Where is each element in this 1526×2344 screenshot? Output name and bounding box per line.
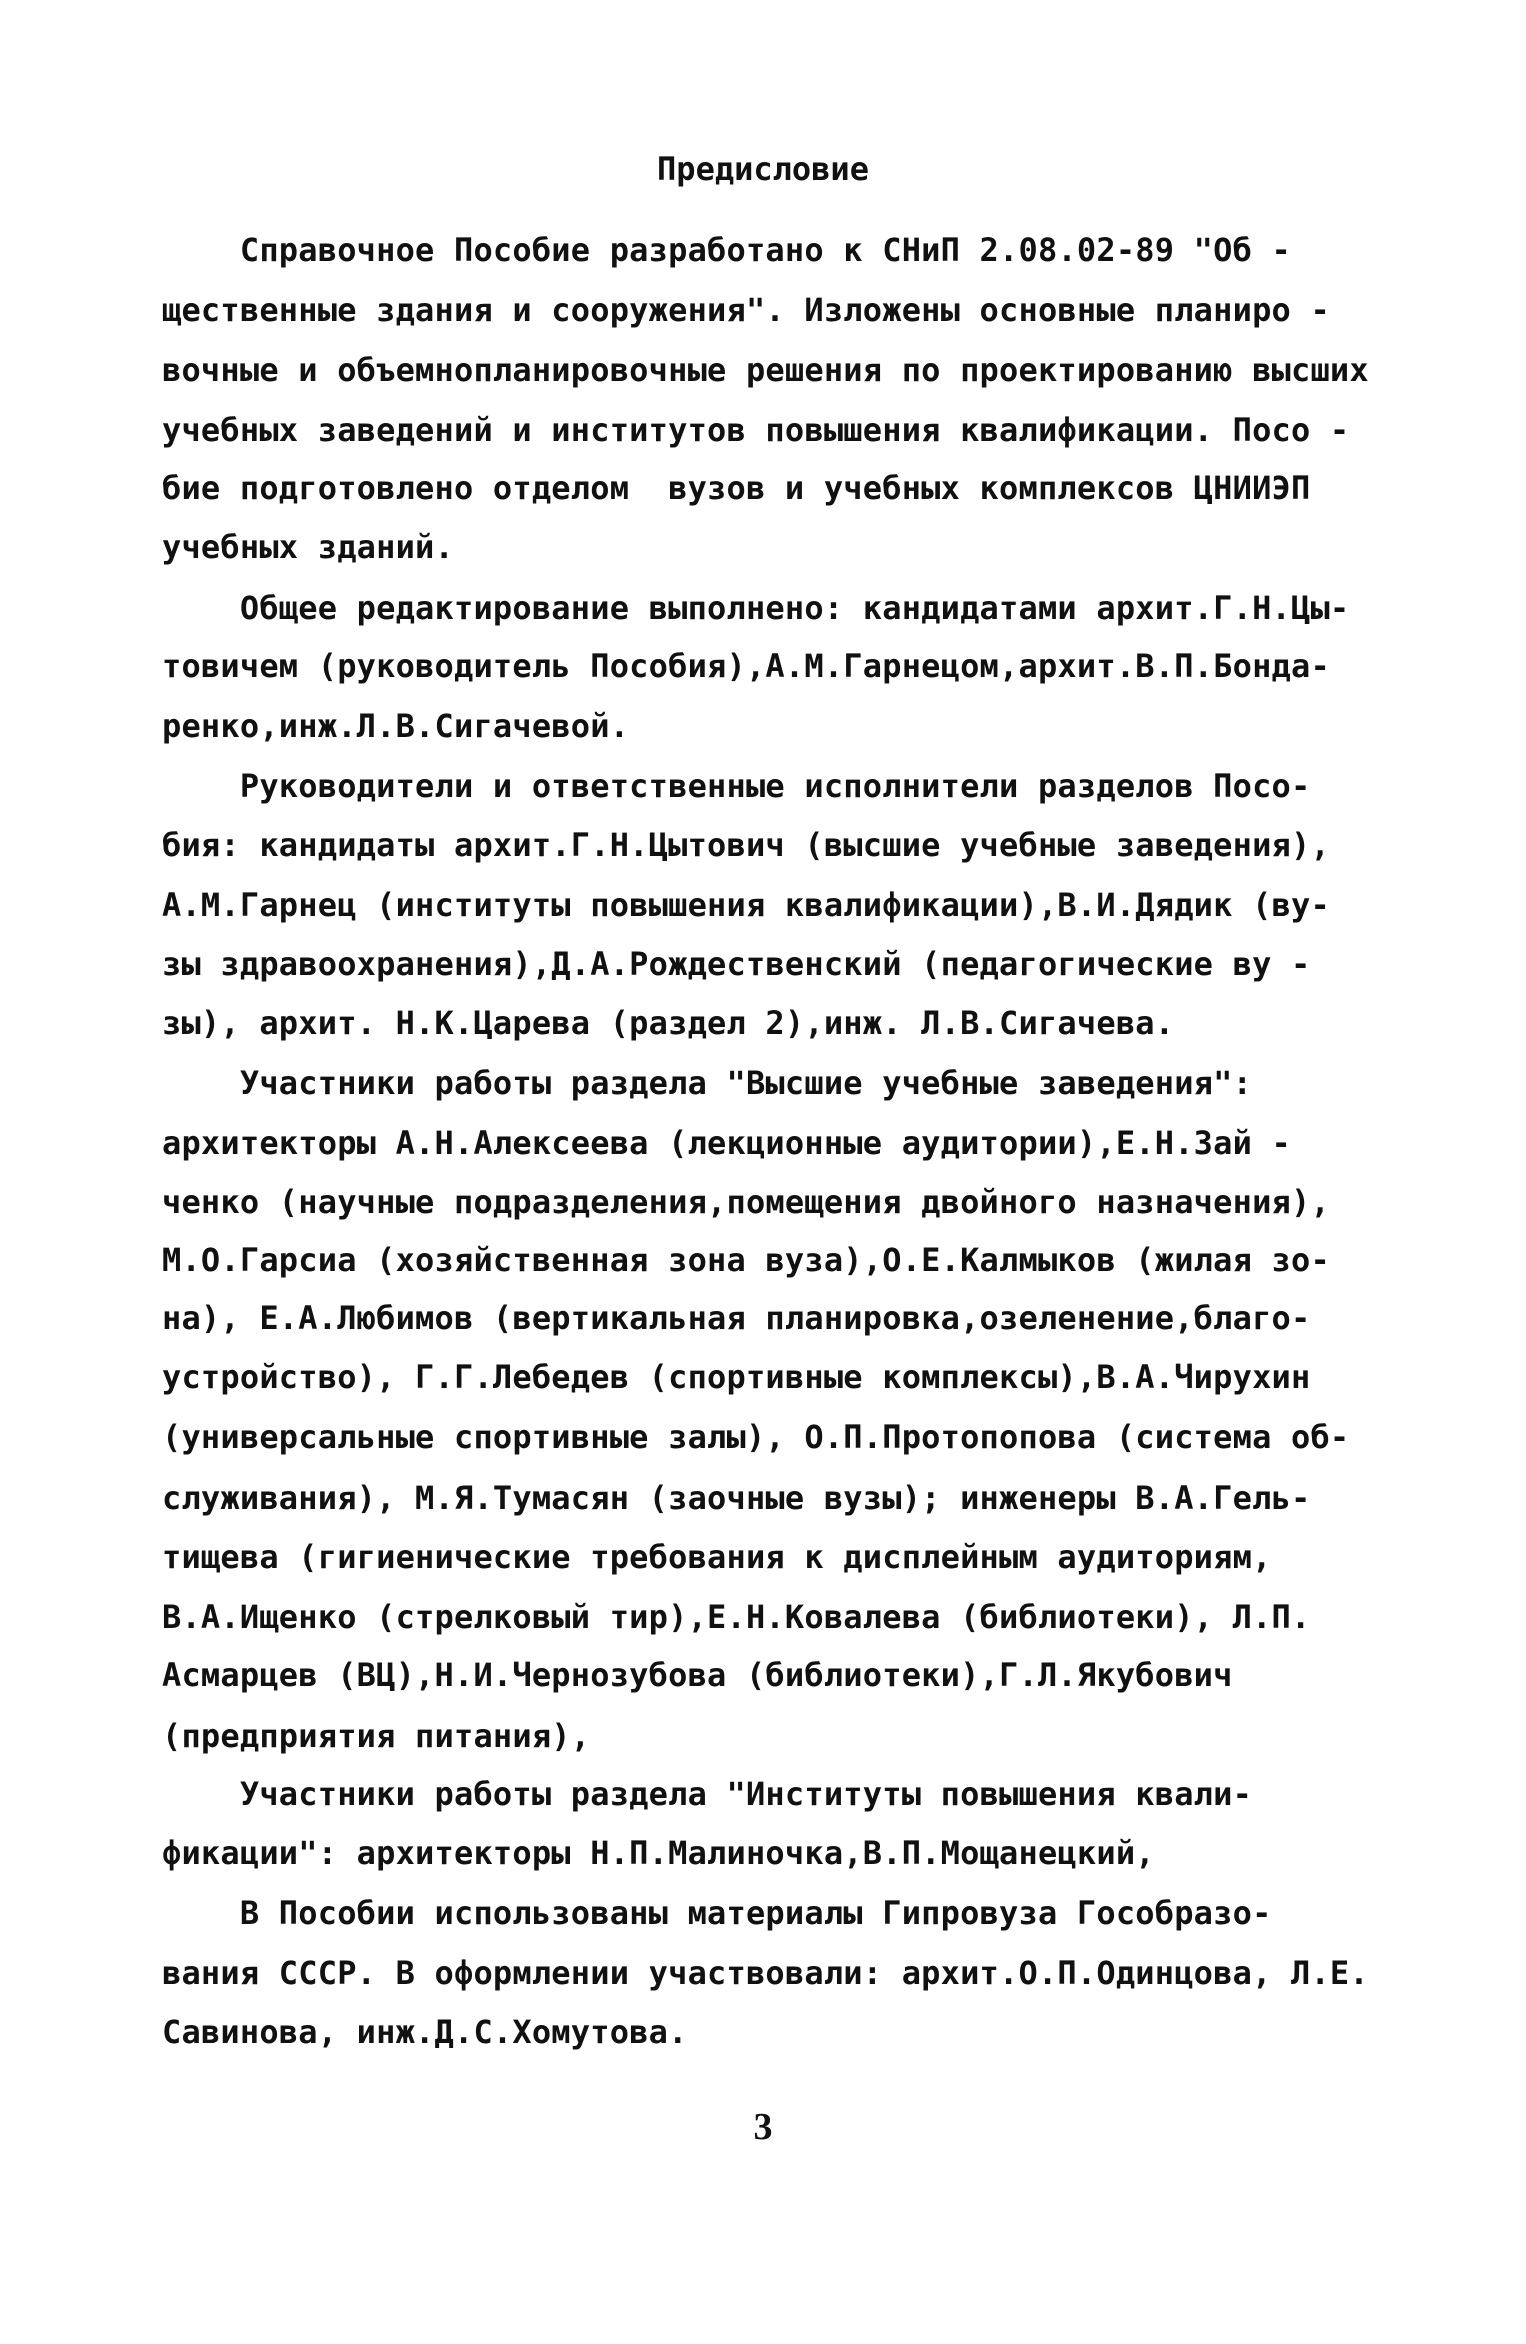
- text-line: Справочное Пособие разработано к СНиП 2.08.02-89 "Об -: [162, 231, 1292, 269]
- text-line: (универсальные спортивные залы), О.П.Протопопова (система об-: [162, 1418, 1350, 1456]
- text-line: учебных зданий.: [162, 528, 454, 566]
- text-line: Участники работы раздела "Высшие учебные заведения":: [162, 1064, 1253, 1102]
- text-line: архитекторы А.Н.Алексеева (лекционные аудитории),Е.Н.Зай -: [162, 1124, 1292, 1162]
- text-line: М.О.Гарсиа (хозяйственная зона вуза),О.Е.Калмыков (жилая зо-: [162, 1241, 1330, 1279]
- text-line: Участники работы раздела "Институты повышения квали-: [162, 1775, 1253, 1813]
- text-line: вочные и объемнопланировочные решения по проектированию высших: [162, 351, 1369, 389]
- text-line: служивания), М.Я.Тумасян (заочные вузы); инженеры В.А.Гель-: [162, 1479, 1311, 1517]
- text-line: Савинова, инж.Д.С.Хомутова.: [162, 2013, 688, 2051]
- page-title: Предисловие: [657, 150, 869, 188]
- text-line: ченко (научные подразделения,помещения двойного назначения),: [162, 1183, 1330, 1221]
- text-line: тищева (гигиенические требования к дисплейным аудиториям,: [162, 1538, 1272, 1576]
- text-line: Асмарцев (ВЦ),Н.И.Чернозубова (библиотеки),Г.Л.Якубович: [162, 1656, 1233, 1694]
- text-line: учебных заведений и институтов повышения квалификации. Посо -: [162, 411, 1350, 449]
- text-line: А.М.Гарнец (институты повышения квалификации),В.И.Дядик (ву-: [162, 886, 1330, 924]
- text-line: устройство), Г.Г.Лебедев (спортивные комплексы),В.А.Чирухин: [162, 1358, 1311, 1396]
- text-line: товичем (руководитель Пособия),А.М.Гарнецом,архит.В.П.Бонда-: [162, 647, 1330, 685]
- text-line: Руководители и ответственные исполнители разделов Посо-: [162, 767, 1311, 805]
- text-line: на), Е.А.Любимов (вертикальная планировка,озеленение,благо-: [162, 1299, 1311, 1337]
- text-line: В Пособии использованы материалы Гипровуза Гособразо-: [162, 1894, 1272, 1932]
- text-line: щественные здания и сооружения". Изложены основные планиро -: [162, 291, 1330, 329]
- text-line: бия: кандидаты архит.Г.Н.Цытович (высшие учебные заведения),: [162, 826, 1330, 864]
- text-line: фикации": архитекторы Н.П.Малиночка,В.П.Мощанецкий,: [162, 1834, 1155, 1872]
- page-number: 3: [753, 2106, 773, 2148]
- text-line: Общее редактирование выполнено: кандидатами архит.Г.Н.Цы-: [162, 589, 1350, 627]
- text-line: В.А.Ищенко (стрелковый тир),Е.Н.Ковалева (библиотеки), Л.П.: [162, 1598, 1311, 1636]
- text-line: зы здравоохранения),Д.А.Рождественский (педагогические ву -: [162, 945, 1311, 983]
- text-line: ренко,инж.Л.В.Сигачевой.: [162, 707, 630, 745]
- text-line: зы), архит. Н.К.Царева (раздел 2),инж. Л.В.Сигачева.: [162, 1004, 1175, 1042]
- text-line: бие подготовлено отделом вузов и учебных комплексов ЦНИИЭП: [162, 469, 1311, 507]
- text-line: вания СССР. В оформлении участвовали: архит.О.П.Одинцова, Л.Е.: [162, 1954, 1369, 1992]
- text-line: (предприятия питания),: [162, 1717, 591, 1755]
